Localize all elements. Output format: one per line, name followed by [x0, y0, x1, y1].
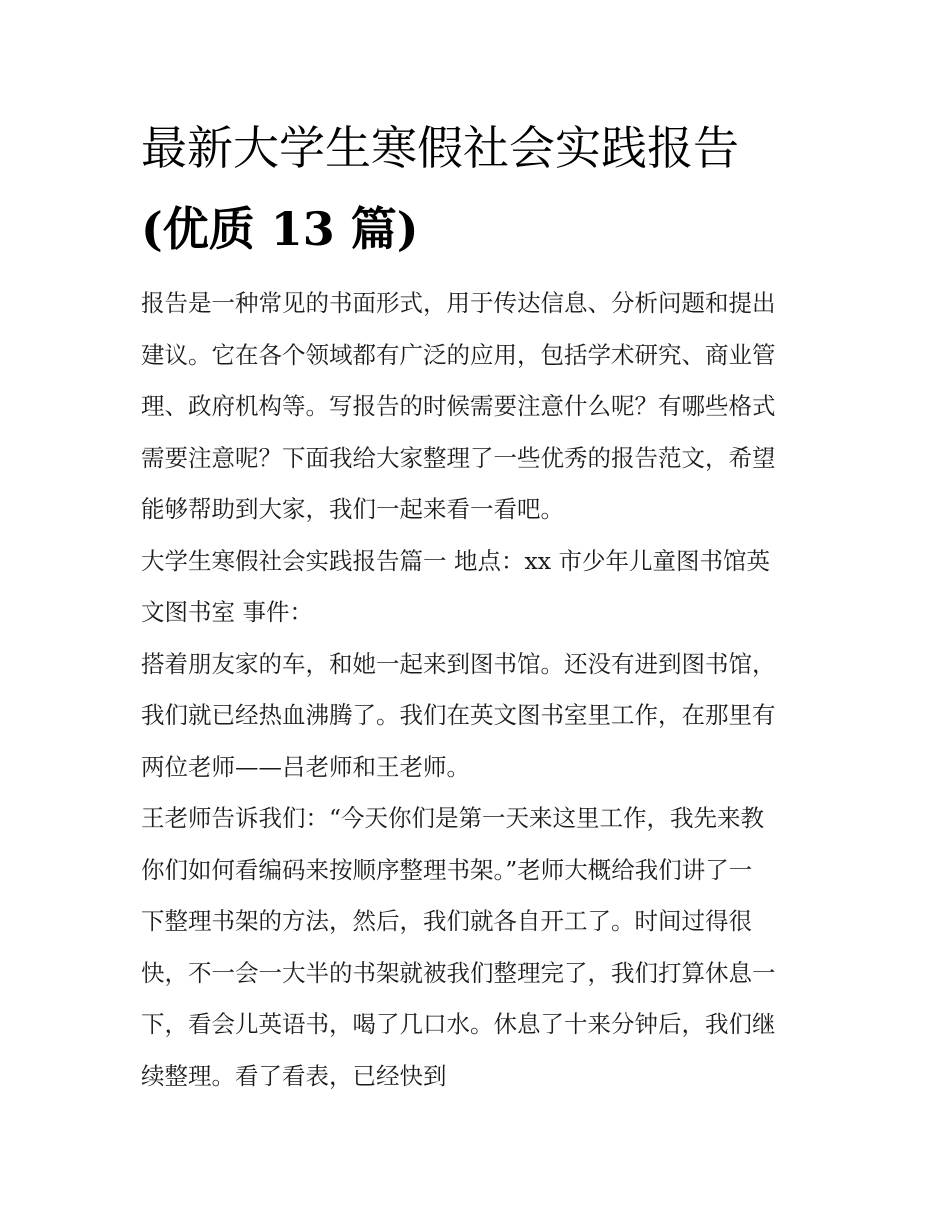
text-line: 报告是一种常见的书面形式，用于传达信息、分析问题和提出 [141, 289, 776, 317]
paragraph-intro [141, 278, 821, 536]
text-line: 下整理书架的方法，然后，我们就各自开工了。时间过得很 [141, 907, 752, 935]
document-body [141, 278, 821, 1102]
text-line: 理、政府机构等。写报告的时候需要注意什么呢？有哪些格式 [141, 392, 776, 420]
document-title [141, 118, 821, 259]
paragraph-work [141, 793, 821, 1102]
text-line: 建议。它在各个领域都有广泛的应用，包括学术研究、商业管 [141, 340, 776, 369]
text-line: 下，看会儿英语书，喝了几口水。休息了十来分钟后，我们继 [141, 1010, 776, 1038]
text-line: 文图书室 事件： [141, 598, 313, 626]
text-line: 搭着朋友家的车，和她一起来到图书馆。还没有进到图书馆， [141, 649, 776, 678]
text-line: 你们如何看编码来按顺序整理书架。”老师大概给我们讲了一 [141, 855, 753, 884]
title-line-2: (优质 13 篇) [141, 202, 419, 256]
text-line: 两位老师——吕老师和王老师。 [141, 752, 470, 781]
text-line: 大学生寒假社会实践报告篇一 地点：xx 市少年儿童图书馆英 [141, 546, 770, 575]
text-line: 能够帮助到大家，我们一起来看一看吧。 [141, 495, 564, 523]
title-line-1: 最新大学生寒假社会实践报告 [141, 121, 739, 175]
paragraph-section-heading [141, 536, 821, 639]
text-line: 快，不一会一大半的书架就被我们整理完了，我们打算休息一 [141, 958, 776, 987]
text-line: 王老师告诉我们：“今天你们是第一天来这里工作，我先来教 [141, 804, 765, 832]
text-line: 我们就已经热血沸腾了。我们在英文图书室里工作，在那里有 [141, 701, 776, 729]
paragraph-arrival [141, 639, 821, 794]
text-line: 需要注意呢？下面我给大家整理了一些优秀的报告范文，希望 [141, 443, 776, 472]
text-line: 续整理。看了看表，已经快到 [141, 1061, 447, 1090]
